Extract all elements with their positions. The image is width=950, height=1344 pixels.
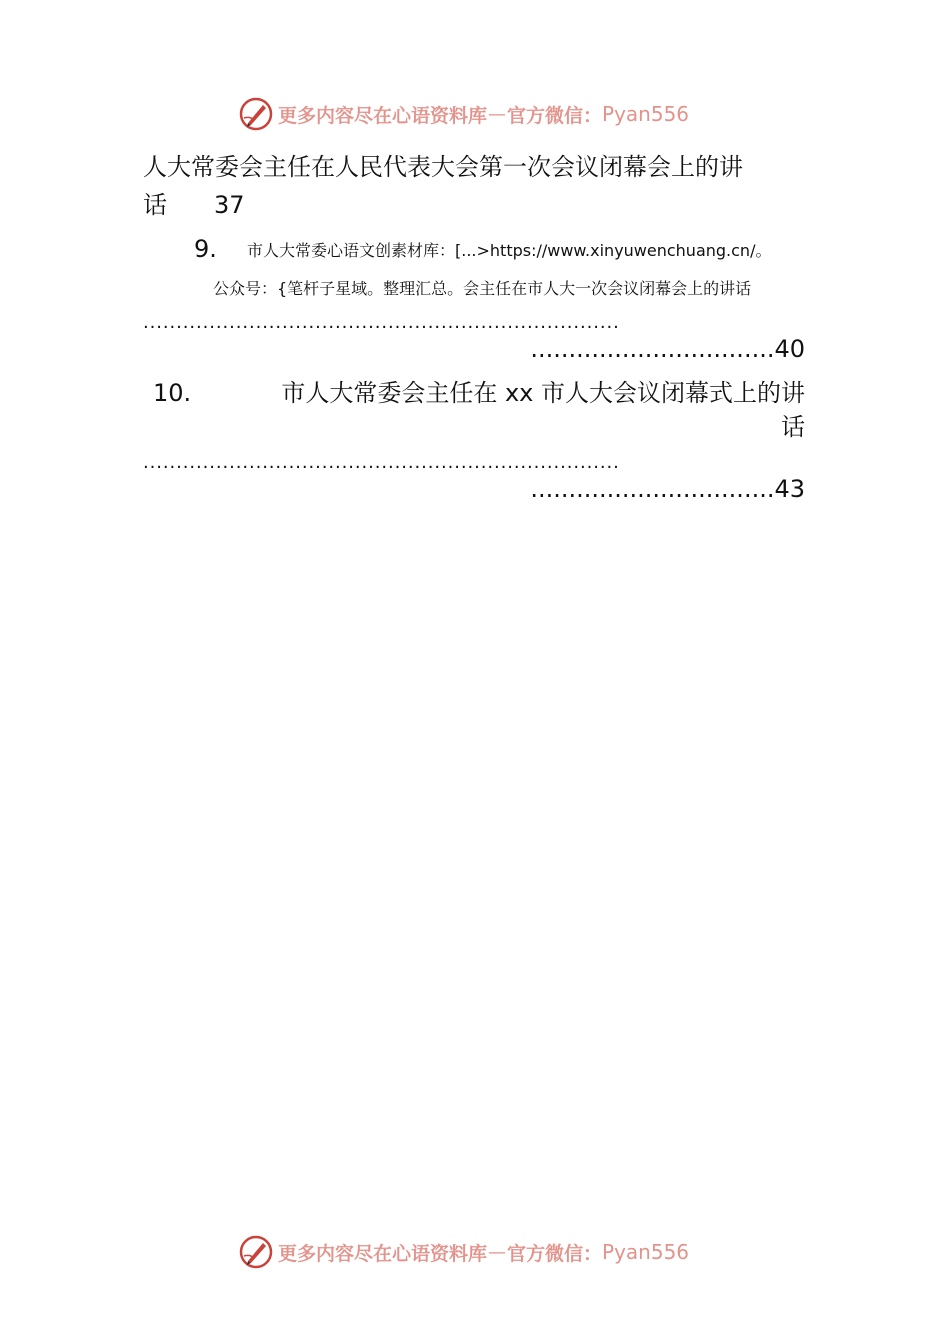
toc-entry-10-line1: 市人大常委会主任在 xx 市人大会议闭幕式上的讲 xyxy=(281,379,805,407)
toc-entry-10-line2: 话 xyxy=(781,413,805,441)
toc-entry-9-line1: 市人大常委心语文创素材库：[...>https://www.xinyuwenchuang.cn/。 xyxy=(247,241,772,260)
toc-entry-8-page: 37 xyxy=(214,191,245,219)
banner-official-label: 官方微信： xyxy=(507,1242,603,1265)
banner-account-id: Pyan556 xyxy=(602,1240,690,1264)
footer-banner xyxy=(238,1233,689,1271)
banner-separator: — xyxy=(488,103,507,125)
toc-entry-9-leader-dots: ........................................................................ xyxy=(143,312,620,333)
banner-official-label: 官方微信： xyxy=(507,104,603,127)
toc-entry-9-number: 9. xyxy=(194,235,217,263)
toc-entry-8-line2: 话 xyxy=(143,191,167,219)
banner-text: 更多内容尽在心语资料库 xyxy=(278,1242,488,1265)
toc-entry-10-number: 10. xyxy=(153,379,192,407)
toc-entry-10-leader-dots: ........................................................................ xyxy=(143,452,620,473)
toc-entry-10-page-line: ................................43 xyxy=(530,475,805,503)
toc-entry-9-page-line: ................................40 xyxy=(530,335,805,363)
banner-text: 更多内容尽在心语资料库 xyxy=(278,104,488,127)
banner-account-id: Pyan556 xyxy=(602,102,690,126)
header-banner xyxy=(238,95,689,133)
pen-circle-logo-icon xyxy=(238,96,274,132)
toc-entry-8-line1: 人大常委会主任在人民代表大会第一次会议闭幕会上的讲 xyxy=(143,153,743,181)
toc-entry-9-line2: 公众号：{笔杆子星域。整理汇总。会主任在市人大一次会议闭幕会上的讲话 xyxy=(213,279,752,298)
pen-circle-logo-icon xyxy=(238,1234,274,1270)
banner-separator: — xyxy=(488,1241,507,1263)
